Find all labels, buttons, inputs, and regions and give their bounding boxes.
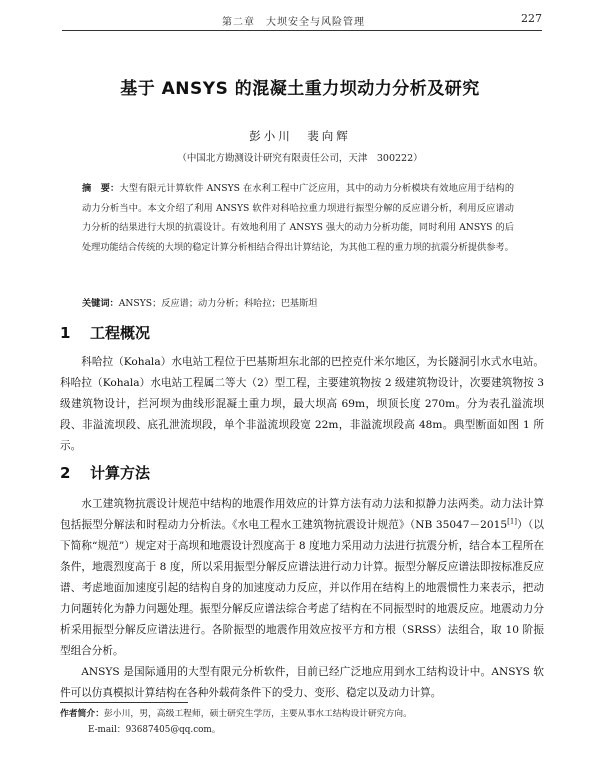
- author-email: E-mail：93687405@qq.com。: [88, 725, 221, 735]
- section-heading-1: [60, 322, 150, 343]
- section-1-body: [60, 352, 544, 457]
- header-divider: [62, 30, 542, 31]
- paragraph-text: 水工建筑物抗震设计规范中结构的地震作用效应的计算方法有动力法和拟静力法两类。动力法计算包括振型分解法和时程动力分析法。《水电工程水工建筑物抗震设计规范》（NB 35047－2015: [60, 498, 544, 531]
- keywords-text: ANSYS；反应谱；动力分析；科哈拉；巴基斯坦: [118, 298, 318, 309]
- paper-authors: 彭小川 裴向辉: [249, 129, 351, 143]
- footnote-label: 作者简介：: [60, 709, 104, 719]
- page-number: 227: [521, 12, 542, 25]
- section-number: 2: [60, 464, 71, 482]
- paragraph: ANSYS 是国际通用的大型有限元分析软件，目前已经广泛地应用到水工结构设计中。ANSYS 软件可以仿真模拟计算结构在各种外载荷条件下的受力、变形、稳定以及动力计算。: [60, 666, 544, 699]
- section-heading-2: [60, 462, 150, 483]
- section-title: 工程概况: [90, 324, 151, 342]
- citation-ref: [1]: [507, 517, 518, 526]
- abstract-text: 大型有限元计算软件 ANSYS 在水利工程中广泛应用，其中的动力分析模块有效地应用于结构的动力分析当中。本文介绍了利用 ANSYS 软件对科哈拉重力坝进行振型分解的反应谱分析，利用反应谱动力分析的结果进行大坝的抗震设计。有效地利用了 ANSYS 强大的动力分析功能，同时利用 ANSYS 的后处理功能结合传统的大坝的稳定计算分析相结合得出计算结论，为其他工程的重力坝的抗震分析提供参考。: [82, 183, 515, 253]
- footnote-text: 彭小川，男，高级工程师，硕士研究生学历，主要从事水工结构设计研究方向。: [104, 709, 412, 719]
- section-2-body: [60, 494, 544, 704]
- section-title: 计算方法: [90, 464, 151, 482]
- keywords-label: 关键词：: [82, 298, 119, 309]
- paragraph-text: ）（以下简称“规范”）规定对于高坝和地震设计烈度高于 8 度地力采用动力法进行抗震分析，结合本工程所在条件，地震烈度高于 8 度，所以采用振型分解反应谱法进行动力计算。振型分解反应谱法即按标准反应谱、考虑地面加速度引起的结构自身的加速度动力反应，并以作用在结构上的地震惯性力来表示，把动力问题转化为静力问题处理。振型分解反应谱法综合考虑了结构在不同振型时的地震反应。地震动力分析采用振型分解反应谱法进行。各阶振型的地震作用效应按平方和方根（SRSS）法组合，取 10 阶振型组合分析。: [60, 519, 544, 657]
- paper-title: 基于 ANSYS 的混凝土重力坝动力分析及研究: [120, 79, 480, 99]
- footnote-divider: [60, 702, 188, 703]
- keywords-block: [82, 295, 514, 309]
- abstract-label: 摘 要：: [82, 183, 120, 194]
- paragraph: [60, 494, 544, 662]
- running-header: [62, 12, 542, 28]
- chapter-title: 第二章 大坝安全与风险管理: [222, 17, 365, 28]
- author-footnote: [60, 706, 544, 738]
- paragraph: 科哈拉（Kohala）水电站工程位于巴基斯坦东北部的巴控克什米尔地区，为长隧洞引水式水电站。科哈拉（Kohala）水电站工程属二等大（2）型工程，主要建筑物按 2 级建筑物设计，次要建筑物按 3 级建筑物设计，拦河坝为曲线形混凝土重力坝，最大坝高 69m，坝顶长度 270m。分为表孔溢流坝段、非溢流坝段、底孔泄流坝段，单个非溢流坝段宽 22m，非溢流坝段高 48m。典型断面如图 1 所示。: [60, 356, 544, 452]
- section-number: 1: [60, 324, 71, 342]
- author-affiliation: （中国北方勘测设计研究有限责任公司，天津 300222）: [177, 153, 423, 164]
- abstract-block: [82, 179, 514, 257]
